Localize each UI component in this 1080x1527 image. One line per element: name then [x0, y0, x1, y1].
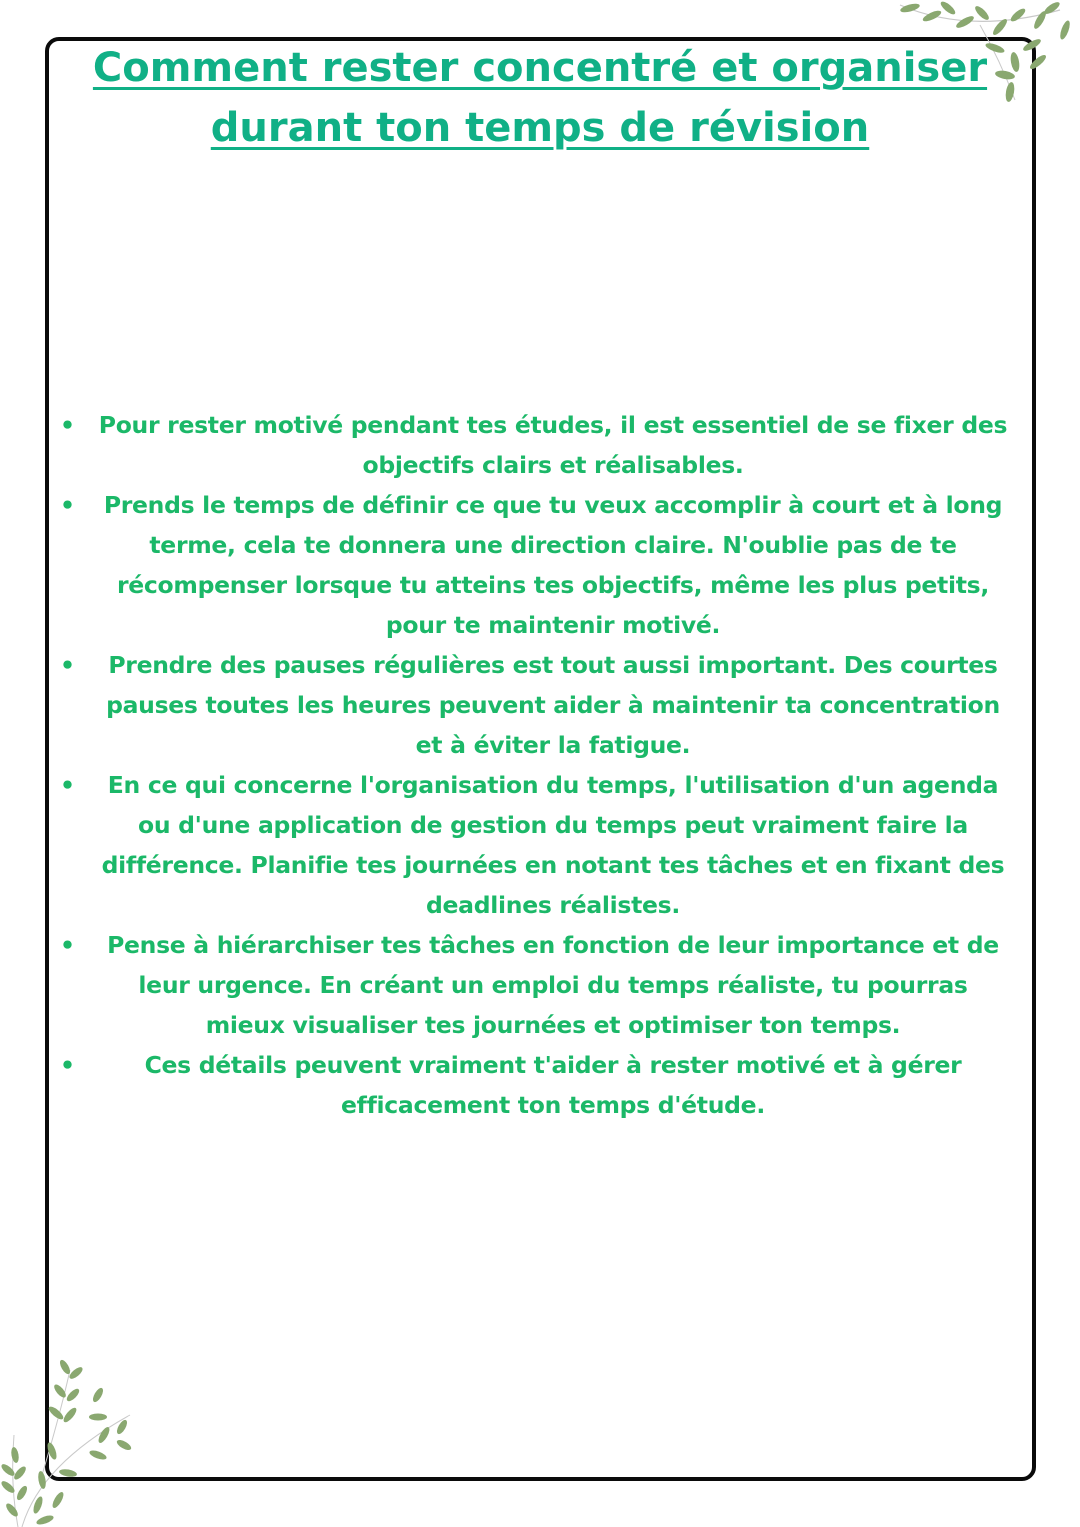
list-item [58, 405, 1018, 485]
list-item-text: Ces détails peuvent vraiment t'aider à rester motivé et à gérer efficacement ton temps d'étude. [144, 1051, 962, 1119]
bullet-icon: • [60, 771, 75, 799]
bullet-icon: • [60, 491, 75, 519]
page-title [60, 38, 1020, 158]
list-item [58, 765, 1018, 925]
list-item [58, 925, 1018, 1045]
list-item-text: Prends le temps de définir ce que tu veux accomplir à court et à long terme, cela te donnera une direction claire. N'oublie pas de te récompenser lorsque tu atteins tes objectifs, même les plus petits, pour te maintenir motivé. [103, 491, 1003, 639]
bullet-icon: • [60, 411, 75, 439]
list-item [58, 1045, 1018, 1125]
title-line-2: durant ton temps de révision [210, 105, 870, 151]
leaf-branch-icon [880, 0, 1080, 110]
bullet-icon: • [60, 651, 75, 679]
list-item [58, 485, 1018, 645]
bullet-icon: • [60, 931, 75, 959]
list-item-text: En ce qui concerne l'organisation du temps, l'utilisation d'un agenda ou d'une application de gestion du temps peut vraiment faire la différence. Planifie tes journées en notant tes tâches et en fixant des deadlines réalistes. [101, 771, 1005, 919]
list-item [58, 645, 1018, 765]
list-item-text: Pense à hiérarchiser tes tâches en fonction de leur importance et de leur urgence. En créant un emploi du temps réaliste, tu pourras mieux visualiser tes journées et optimiser ton temps. [107, 931, 999, 1039]
title-line-1: Comment rester concentré et organiser [92, 45, 988, 91]
bullet-icon: • [60, 1051, 75, 1079]
tips-list [58, 405, 1018, 1125]
leaf-branch-icon [0, 1355, 150, 1527]
list-item-text: Prendre des pauses régulières est tout aussi important. Des courtes pauses toutes les heures peuvent aider à maintenir ta concentration et à éviter la fatigue. [106, 651, 1000, 759]
list-item-text: Pour rester motivé pendant tes études, il est essentiel de se fixer des objectifs clairs et réalisables. [98, 411, 1008, 479]
